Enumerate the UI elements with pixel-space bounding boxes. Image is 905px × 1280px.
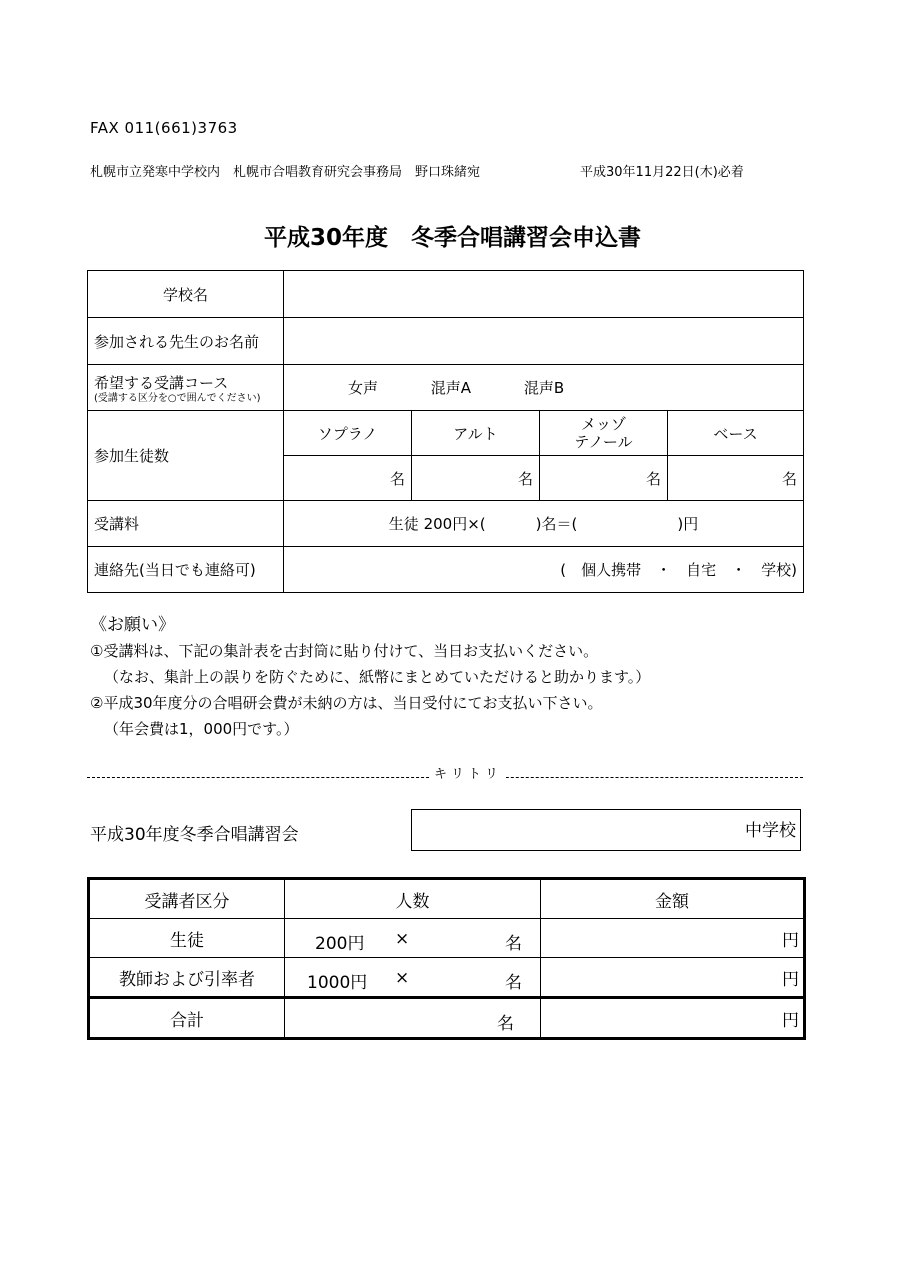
- note-line-2: （なお、集計上の誤りを防ぐために、紙幣にまとめていただけると助かります。）: [104, 668, 651, 686]
- times-sign: ×: [395, 968, 410, 988]
- count-unit: 名: [389, 469, 405, 488]
- soprano-count-field[interactable]: [284, 456, 412, 501]
- total-count-field[interactable]: [285, 998, 541, 1039]
- total-amount-field[interactable]: [541, 998, 805, 1039]
- course-label: 希望する受講コース: [94, 373, 229, 392]
- part-alto: アルト: [412, 411, 540, 456]
- contact-label: 連絡先(当日でも連絡可): [88, 547, 284, 593]
- unit-price: 200円: [315, 934, 365, 954]
- cut-label: キリトリ: [430, 763, 506, 782]
- count-unit: 名: [497, 1014, 514, 1034]
- alto-count-field[interactable]: [412, 456, 540, 501]
- count-unit: 名: [505, 934, 522, 954]
- fee-tally-table: [87, 877, 806, 1040]
- teachers-amount-field[interactable]: [541, 958, 805, 998]
- students-amount-field[interactable]: [541, 919, 805, 958]
- course-label-cell: [88, 365, 284, 411]
- amount-unit: 円: [782, 930, 799, 951]
- header-amount: 金額: [541, 879, 805, 919]
- total-row: [89, 998, 805, 1039]
- contact-field[interactable]: [284, 547, 804, 593]
- total-label: 合計: [89, 998, 285, 1039]
- fee-formula[interactable]: [284, 501, 804, 547]
- notes-heading: 《お願い》: [90, 615, 175, 635]
- note-line-1: ①受講料は、下記の集計表を古封筒に貼り付けて、当日お支払いください。: [90, 642, 599, 660]
- fee-label: 受講料: [88, 501, 284, 547]
- amount-unit: 円: [782, 969, 799, 990]
- fax-number: FAX 011(661)3763: [90, 119, 238, 137]
- slip-school-field[interactable]: [411, 809, 801, 851]
- note-line-4: （年会費は1，000円です。）: [104, 720, 299, 738]
- count-unit: 名: [517, 469, 533, 488]
- table-row: [89, 919, 805, 958]
- recipient-address: 札幌市立発寒中学校内 札幌市合唱教育研究会事務局 野口珠緒宛: [90, 165, 481, 180]
- unit-price: 1000円: [307, 973, 368, 993]
- teachers-count-field[interactable]: [285, 958, 541, 998]
- note-line-3: ②平成30年度分の合唱研会費が未納の方は、当日受付にてお支払い下さい。: [90, 694, 603, 712]
- count-unit: 名: [505, 973, 522, 993]
- course-option-mixed-b[interactable]: 混声B: [523, 379, 565, 397]
- school-name-field[interactable]: [284, 271, 804, 318]
- category-teachers: 教師および引率者: [89, 958, 285, 998]
- amount-unit: 円: [782, 1010, 799, 1031]
- school-label: 学校名: [88, 271, 284, 318]
- seminar-title: 平成30年度冬季合唱講習会: [90, 825, 299, 845]
- part-soprano: ソプラノ: [284, 411, 412, 456]
- fee-part-1: 生徒 200円×(: [388, 515, 486, 533]
- part-mezzo-tenor: メッゾ テノール: [540, 411, 668, 456]
- count-unit: 名: [645, 469, 661, 488]
- contact-options: ( 個人携帯 ・ 自宅 ・ 学校): [560, 561, 797, 579]
- header-category: 受講者区分: [89, 879, 285, 919]
- count-unit: 名: [781, 469, 797, 488]
- times-sign: ×: [395, 929, 410, 949]
- course-option-female[interactable]: 女声: [348, 379, 379, 397]
- students-count-field[interactable]: [285, 919, 541, 958]
- school-suffix: 中学校: [745, 821, 796, 841]
- header-count: 人数: [285, 879, 541, 919]
- teacher-label: 参加される先生のお名前: [88, 318, 284, 365]
- category-students: 生徒: [89, 919, 285, 958]
- mezzo-tenor-count-field[interactable]: [540, 456, 668, 501]
- deadline: 平成30年11月22日(木)必着: [580, 165, 744, 180]
- teacher-name-field[interactable]: [284, 318, 804, 365]
- application-form: [87, 270, 804, 593]
- course-option-mixed-a[interactable]: 混声A: [430, 379, 472, 397]
- students-label: 参加生徒数: [88, 411, 284, 501]
- form-title: 平成30年度 冬季合唱講習会申込書: [263, 225, 641, 251]
- course-options: [284, 365, 804, 411]
- table-row: [89, 958, 805, 998]
- fee-part-2: )名＝(: [535, 515, 578, 533]
- course-note: (受講する区分を○で囲んでください): [94, 392, 261, 404]
- fee-part-3: )円: [677, 515, 699, 533]
- bass-count-field[interactable]: [668, 456, 804, 501]
- part-bass: ベース: [668, 411, 804, 456]
- notes: [90, 612, 650, 742]
